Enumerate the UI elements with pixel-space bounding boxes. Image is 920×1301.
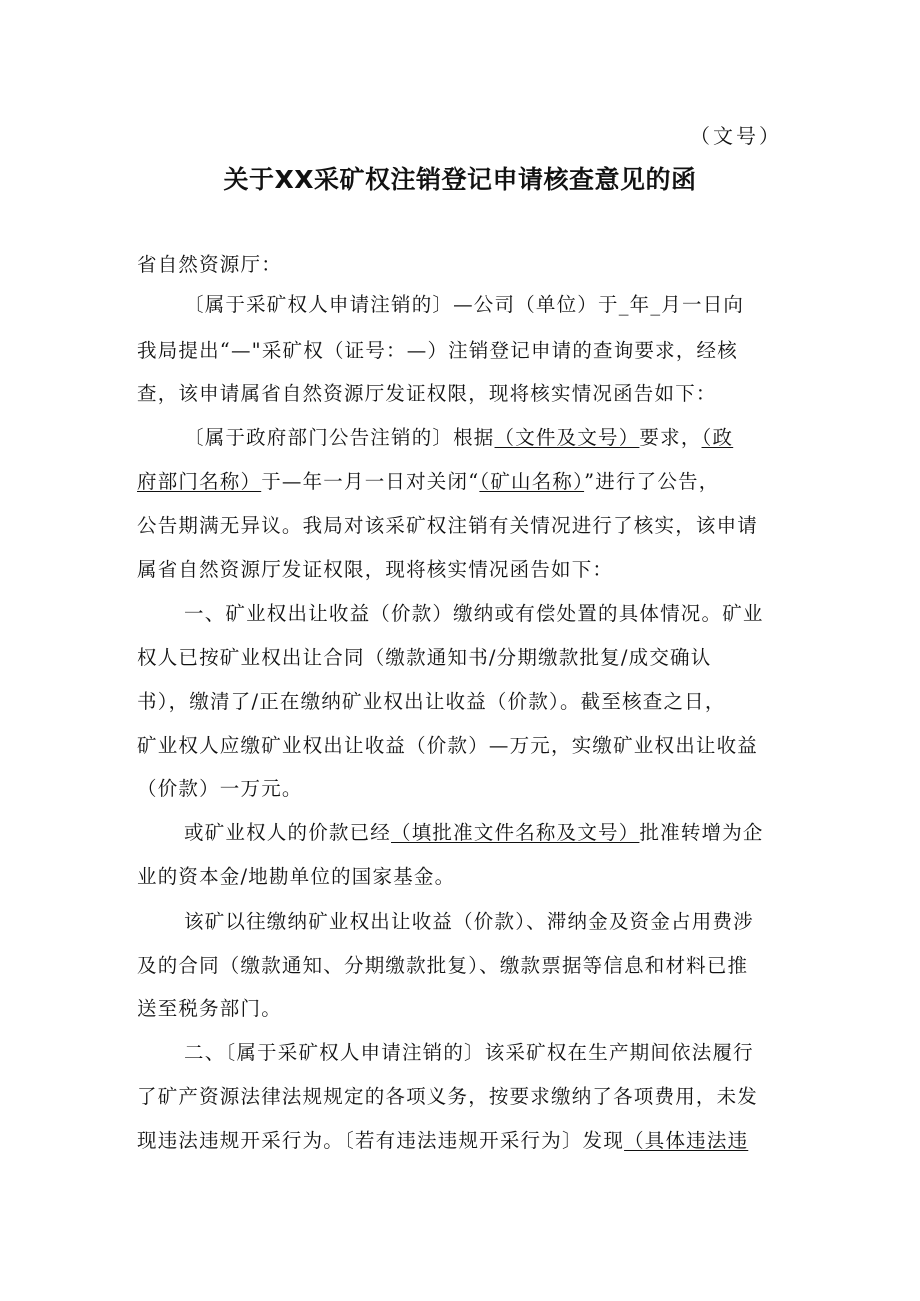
text-segment: 要求， [639,426,702,449]
paragraph-line: 矿业权人应缴矿业权出让收益（价款）—万元，实缴矿业权出让收益 [137,734,759,757]
fill-in-field: （文件及文号） [494,426,640,449]
paragraph-line: 一、矿业权出让收益（价款）缴纳或有偿处置的具体情况。矿业 [184,602,764,625]
paragraph-line: 书），缴清了/正在缴纳矿业权出让收益（价款）。截至核查之日， [137,690,726,713]
paragraph-line: （价款）一万元。 [137,777,303,800]
fill-in-field: （政 [701,426,734,449]
paragraph-line: 〔属于采矿权人申请注销的〕—公司（单位）于_年_月一日向 [184,293,745,316]
paragraph-line: 属省自然资源厅发证权限，现将核实情况函告如下： [137,558,614,581]
paragraph-line [184,428,733,448]
paragraph-line: 业的资本金/地勘单位的国家基金。 [137,865,456,888]
paragraph-line [137,1131,748,1151]
paragraph-line: 及的合同（缴款通知、分期缴款批复）、缴款票据等信息和材料已推 [137,954,749,977]
paragraph-line: 我局提出“—"采矿权（证号：—）注销登记申请的查询要求，经核 [137,339,738,362]
salutation: 省自然资源厅： [137,253,282,276]
fill-in-field: 府部门名称） [137,470,262,493]
text-segment: 现违法违规开采行为。〔若有违法违规开采行为〕发现 [137,1129,625,1152]
paragraph-line: 公告期满无异议。我局对该采矿权注销有关情况进行了核实，该申请 [137,514,759,537]
paragraph-line: 二、〔属于采矿权人申请注销的〕该采矿权在生产期间依法履行 [184,1041,754,1064]
paragraph-line [137,472,719,492]
paragraph-line: 该矿以往缴纳矿业权出让收益（价款）、滞纳金及资金占用费涉 [184,910,754,933]
text-segment: 或矿业权人的价款已经 [184,821,392,844]
paragraph-line: 查，该申请属省自然资源厅发证权限，现将核实情况函告如下： [137,382,717,405]
text-segment: 于—年一月一日对关闭“ [261,470,480,493]
document-title: 关于XX采矿权注销登记申请核查意见的函 [223,165,697,194]
paragraph-line [184,823,764,843]
document-number: （文号） [690,124,782,148]
paragraph-line: 了矿产资源法律法规规定的各项义务，按要求缴纳了各项费用，未发 [137,1085,759,1108]
text-segment: 〔属于政府部门公告注销的〕根据 [184,426,495,449]
text-segment: 批准转增为企 [639,821,764,844]
paragraph-line: 权人已按矿业权出让合同（缴款通知书/分期缴款批复/成交确认 [137,646,712,669]
paragraph-line: 送至税务部门。 [137,997,282,1020]
fill-in-field: （具体违法违 [624,1129,749,1152]
text-segment: ”进行了公告， [584,470,720,493]
fill-in-field: （矿山名称） [479,470,585,493]
fill-in-field: （填批准文件名称及文号） [391,821,640,844]
